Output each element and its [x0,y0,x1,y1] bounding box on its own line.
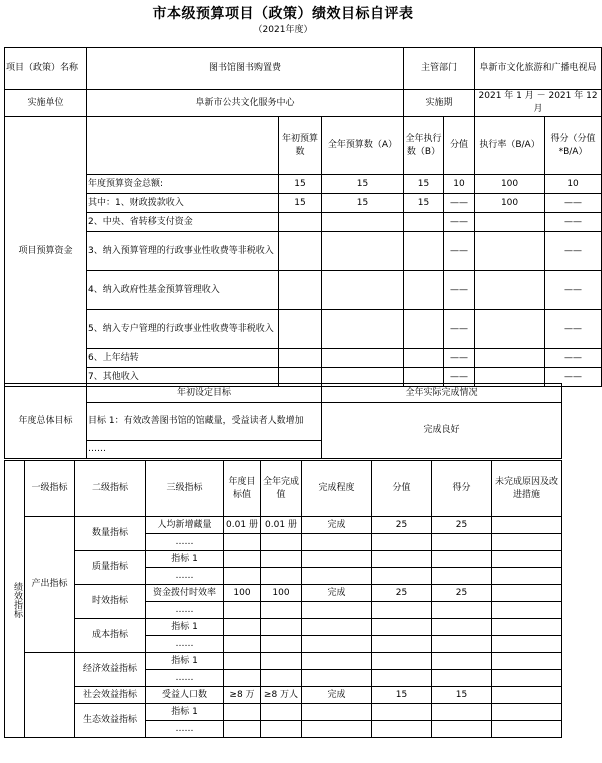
table-row: 4、纳入政府性基金预算管理收入 —— —— [5,271,602,310]
overall-goal-table [4,383,562,459]
perf-section-label: 绩效指标 [5,461,25,738]
unit-label: 实施单位 [5,90,87,117]
dept-name: 阜新市文化旅游和广播电视局 [475,48,602,90]
table-row: 年度预算资金总额: 15 15 15 10 100 10 [5,175,602,194]
table-row: …… [5,636,562,653]
table-row: 经济效益指标 指标 1 [5,653,562,670]
document-title: 市本级预算项目（政策）绩效目标自评表 [152,6,414,22]
table-row: 时效指标 资金拨付时效率 100 100 完成 25 25 [5,585,562,602]
overall-set-header: 年初设定目标 [87,384,322,403]
table-row: …… [5,602,562,619]
perf-header-reason: 未完成原因及改进措施 [492,461,562,517]
table-row: 其中：1、财政拨款收入 15 15 15 —— 100 —— [5,194,602,213]
performance-table [4,460,562,738]
table-row: …… [5,670,562,687]
header-score: 得分（分值*B/A） [545,117,602,175]
overall-goal-more: …… [87,441,322,459]
perf-header-degree: 完成程度 [302,461,372,517]
overall-goal-label: 年度总体目标 [5,384,87,459]
overall-goal-1: 目标 1：有效改善图书馆的馆藏量，受益读者人数增加 [87,403,322,441]
table-row: …… [5,534,562,551]
project-name-label: 项目（政策）名称 [5,48,87,90]
header-initial-budget: 年初预算数 [279,117,322,175]
economic-indicator-label: 经济效益指标 [75,653,146,687]
unit-name: 阜新市公共文化服务中心 [87,90,404,117]
social-indicator-label: 社会效益指标 [75,687,146,704]
table-row: 3、纳入预算管理的行政事业性收费等非税收入 —— —— [5,232,602,271]
funds-header-blank [87,117,279,175]
table-row: 5、纳入专户管理的行政事业性收费等非税收入 —— —— [5,310,602,349]
funds-section-label: 项目预算资金 [5,117,87,387]
perf-header-score: 得分 [432,461,492,517]
period-label: 实施期 [404,90,475,117]
header-executed: 全年执行数（B） [404,117,444,175]
header-execution-rate: 执行率（B/A） [475,117,545,175]
budget-table [4,47,602,387]
table-row: 2、中央、省转移支付资金 —— —— [5,213,602,232]
document-subtitle: （2021年度） [253,25,313,35]
cost-indicator-label: 成本指标 [75,619,146,653]
benefit-indicator-label [25,653,75,738]
output-indicator-label: 产出指标 [25,517,75,653]
table-row: 6、上年结转 —— —— [5,349,602,368]
table-row: …… [5,721,562,738]
quality-indicator-label: 质量指标 [75,551,146,585]
table-row: 成本指标 指标 1 [5,619,562,636]
dept-label: 主管部门 [404,48,475,90]
table-row: 生态效益指标 指标 1 [5,704,562,721]
period-value: 2021 年 1 月 － 2021 年 12 月 [475,90,602,117]
header-score-weight: 分值 [444,117,475,175]
perf-header-level1: 一级指标 [25,461,75,517]
overall-actual: 完成良好 [322,403,562,459]
table-row: 7、其他收入 —— —— [5,368,602,387]
quantity-indicator-label: 数量指标 [75,517,146,551]
table-row: …… [5,568,562,585]
project-name: 图书馆图书购置费 [87,48,404,90]
overall-actual-header: 全年实际完成情况 [322,384,562,403]
perf-header-level3: 三级指标 [146,461,224,517]
table-row: 产出指标 数量指标 人均新增藏量 0.01 册 0.01 册 完成 25 25 [5,517,562,534]
header-annual-budget: 全年预算数（A） [322,117,404,175]
table-row: 质量指标 指标 1 [5,551,562,568]
timeliness-indicator-label: 时效指标 [75,585,146,619]
perf-header-actual: 全年完成值 [261,461,302,517]
table-row: 社会效益指标 受益人口数 ≥8 万 ≥8 万人 完成 15 15 [5,687,562,704]
perf-header-target: 年度目标值 [224,461,261,517]
perf-header-weight: 分值 [372,461,432,517]
perf-header-level2: 二级指标 [75,461,146,517]
ecological-indicator-label: 生态效益指标 [75,704,146,738]
